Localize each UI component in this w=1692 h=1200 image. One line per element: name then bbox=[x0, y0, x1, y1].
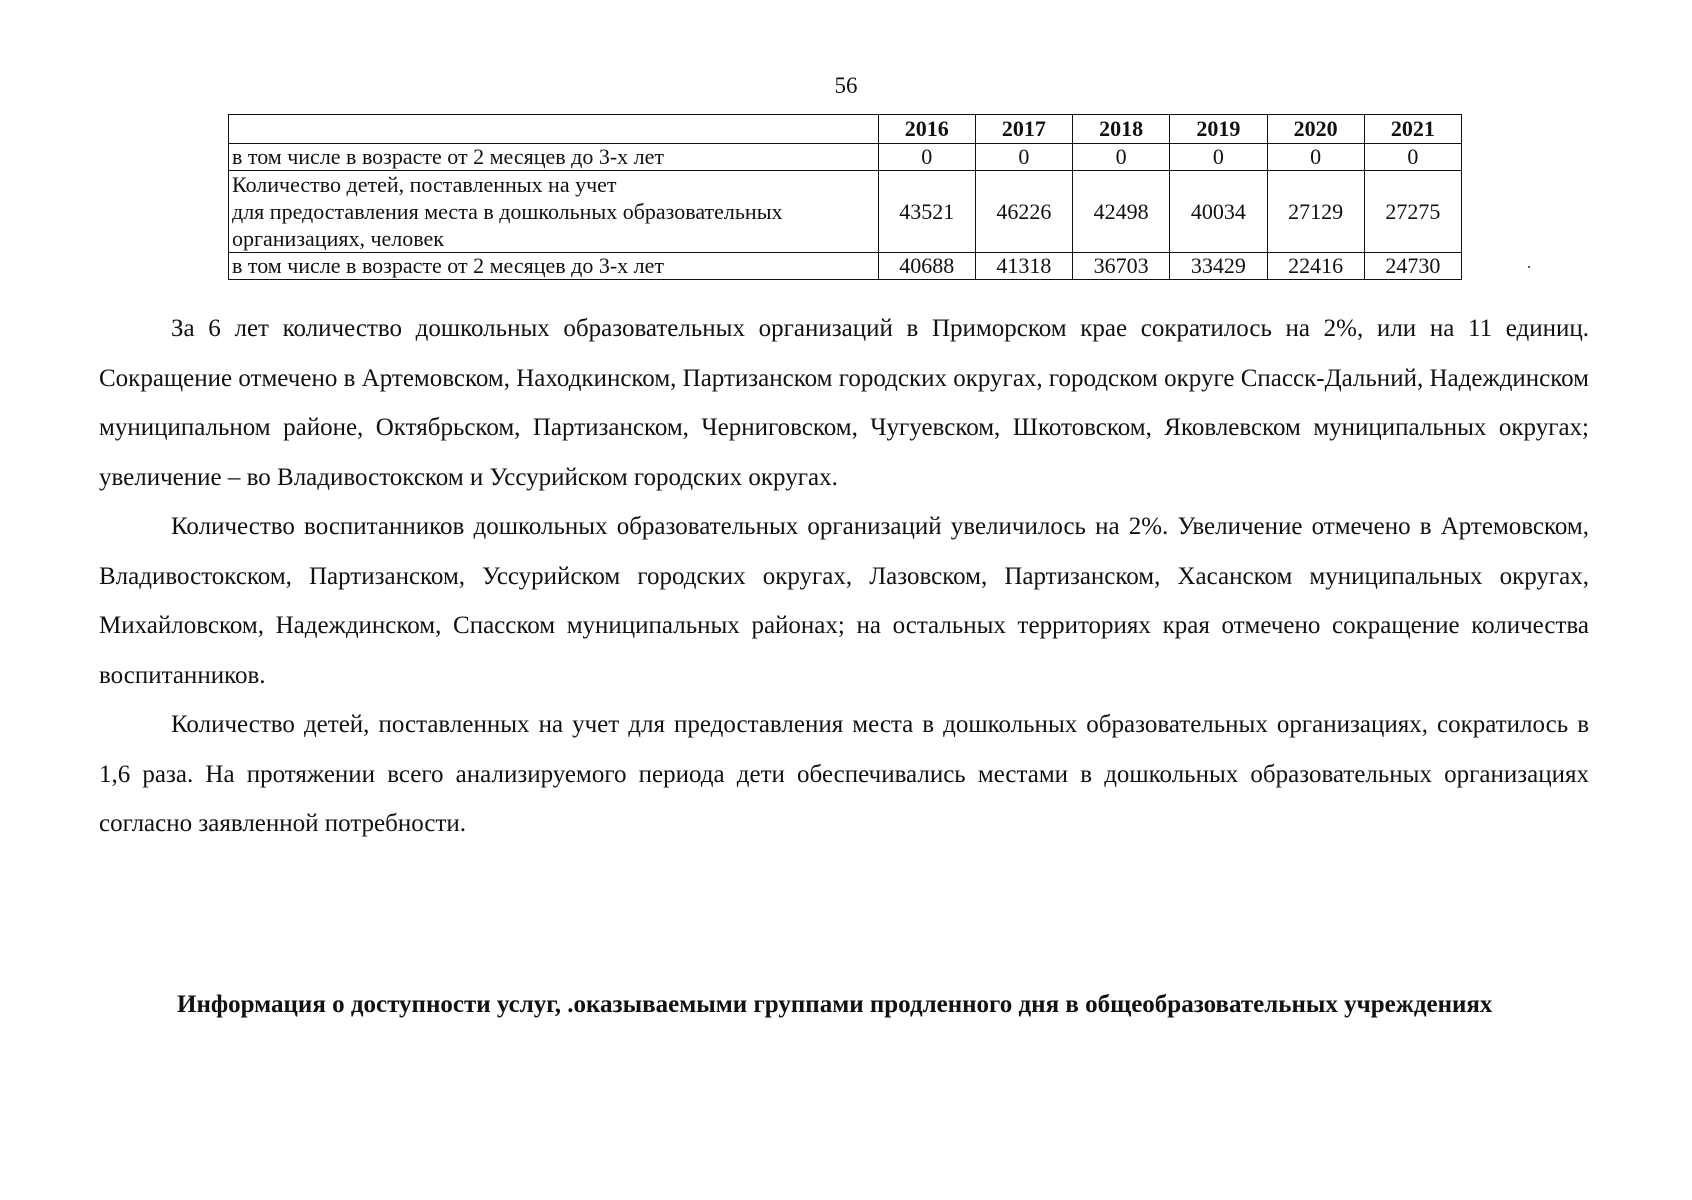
table-cell: 43521 bbox=[878, 171, 975, 253]
table-cell: 0 bbox=[1170, 144, 1267, 171]
statistics-table bbox=[228, 114, 1462, 280]
page-number: 56 bbox=[834, 73, 858, 98]
table-row-label: в том числе в возрасте от 2 месяцев до 3-х лет bbox=[229, 144, 879, 171]
paragraph: Количество воспитанников дошкольных образовательных организаций увеличилось на 2%. Увеличение отмечено в Артемовском, Владивостокском, Партизанском, Уссурийском городских округах, Лазовском, Партизанском, Хасанском муниципальных округах, Михайловском, Надеждинском, Спасском муниципальных районах; на остальных территориях края отмечено сокращение количества воспитанников. bbox=[99, 513, 1589, 689]
table-cell: 27275 bbox=[1364, 171, 1461, 253]
table-header-cell: 2017 bbox=[975, 115, 1072, 144]
scan-speck bbox=[1528, 266, 1530, 268]
table-cell: 46226 bbox=[975, 171, 1072, 253]
table-cell: 22416 bbox=[1267, 253, 1364, 280]
section-heading: Информация о доступности услуг, .оказываемыми группами продленного дня в общеобразовательных учреждениях bbox=[177, 991, 1493, 1018]
table-cell: 42498 bbox=[1073, 171, 1170, 253]
table-cell: 24730 bbox=[1364, 253, 1461, 280]
table-header-row bbox=[229, 115, 1462, 144]
table-cell: 0 bbox=[1073, 144, 1170, 171]
table-cell: 40688 bbox=[878, 253, 975, 280]
table-row-label-line: Количество детей, поставленных на учет bbox=[232, 172, 617, 197]
table-cell: 33429 bbox=[1170, 253, 1267, 280]
table-cell: 27129 bbox=[1267, 171, 1364, 253]
table-header-cell: 2018 bbox=[1073, 115, 1170, 144]
table-row bbox=[229, 144, 1462, 171]
table-row-label-line: для предоставления места в дошкольных образовательных bbox=[232, 199, 783, 224]
table-cell: 0 bbox=[1364, 144, 1461, 171]
table-row-label bbox=[229, 171, 879, 253]
table-header-cell: 2016 bbox=[878, 115, 975, 144]
table-cell: 0 bbox=[878, 144, 975, 171]
table-row bbox=[229, 171, 1462, 253]
table-cell: 36703 bbox=[1073, 253, 1170, 280]
table-header-cell bbox=[229, 115, 879, 144]
table-cell: 40034 bbox=[1170, 171, 1267, 253]
table-header-cell: 2020 bbox=[1267, 115, 1364, 144]
table-row bbox=[229, 253, 1462, 280]
paragraph: Количество детей, поставленных на учет для предоставления места в дошкольных образовательных организациях, сократилось в 1,6 раза. На протяжении всего анализируемого периода дети обеспечивались местами в дошкольных образовательных организациях согласно заявленной потребности. bbox=[99, 711, 1589, 837]
table-cell: 0 bbox=[1267, 144, 1364, 171]
body-text bbox=[99, 304, 1589, 849]
table-header-cell: 2019 bbox=[1170, 115, 1267, 144]
table-row-label-line: организациях, человек bbox=[232, 226, 444, 251]
table-header-cell: 2021 bbox=[1364, 115, 1461, 144]
table-cell: 41318 bbox=[975, 253, 1072, 280]
table-cell: 0 bbox=[975, 144, 1072, 171]
table-row-label: в том числе в возрасте от 2 месяцев до 3-х лет bbox=[229, 253, 879, 280]
paragraph: За 6 лет количество дошкольных образовательных организаций в Приморском крае сократилось на 2%, или на 11 единиц. Сокращение отмечено в Артемовском, Находкинском, Партизанском городских округах, городском округе Спасск-Дальний, Надеждинском муниципальном районе, Октябрьском, Партизанском, Черниговском, Чугуевском, Шкотовском, Яковлевском муниципальных округах; увеличение – во Владивостокском и Уссурийском городских округах. bbox=[99, 315, 1589, 491]
